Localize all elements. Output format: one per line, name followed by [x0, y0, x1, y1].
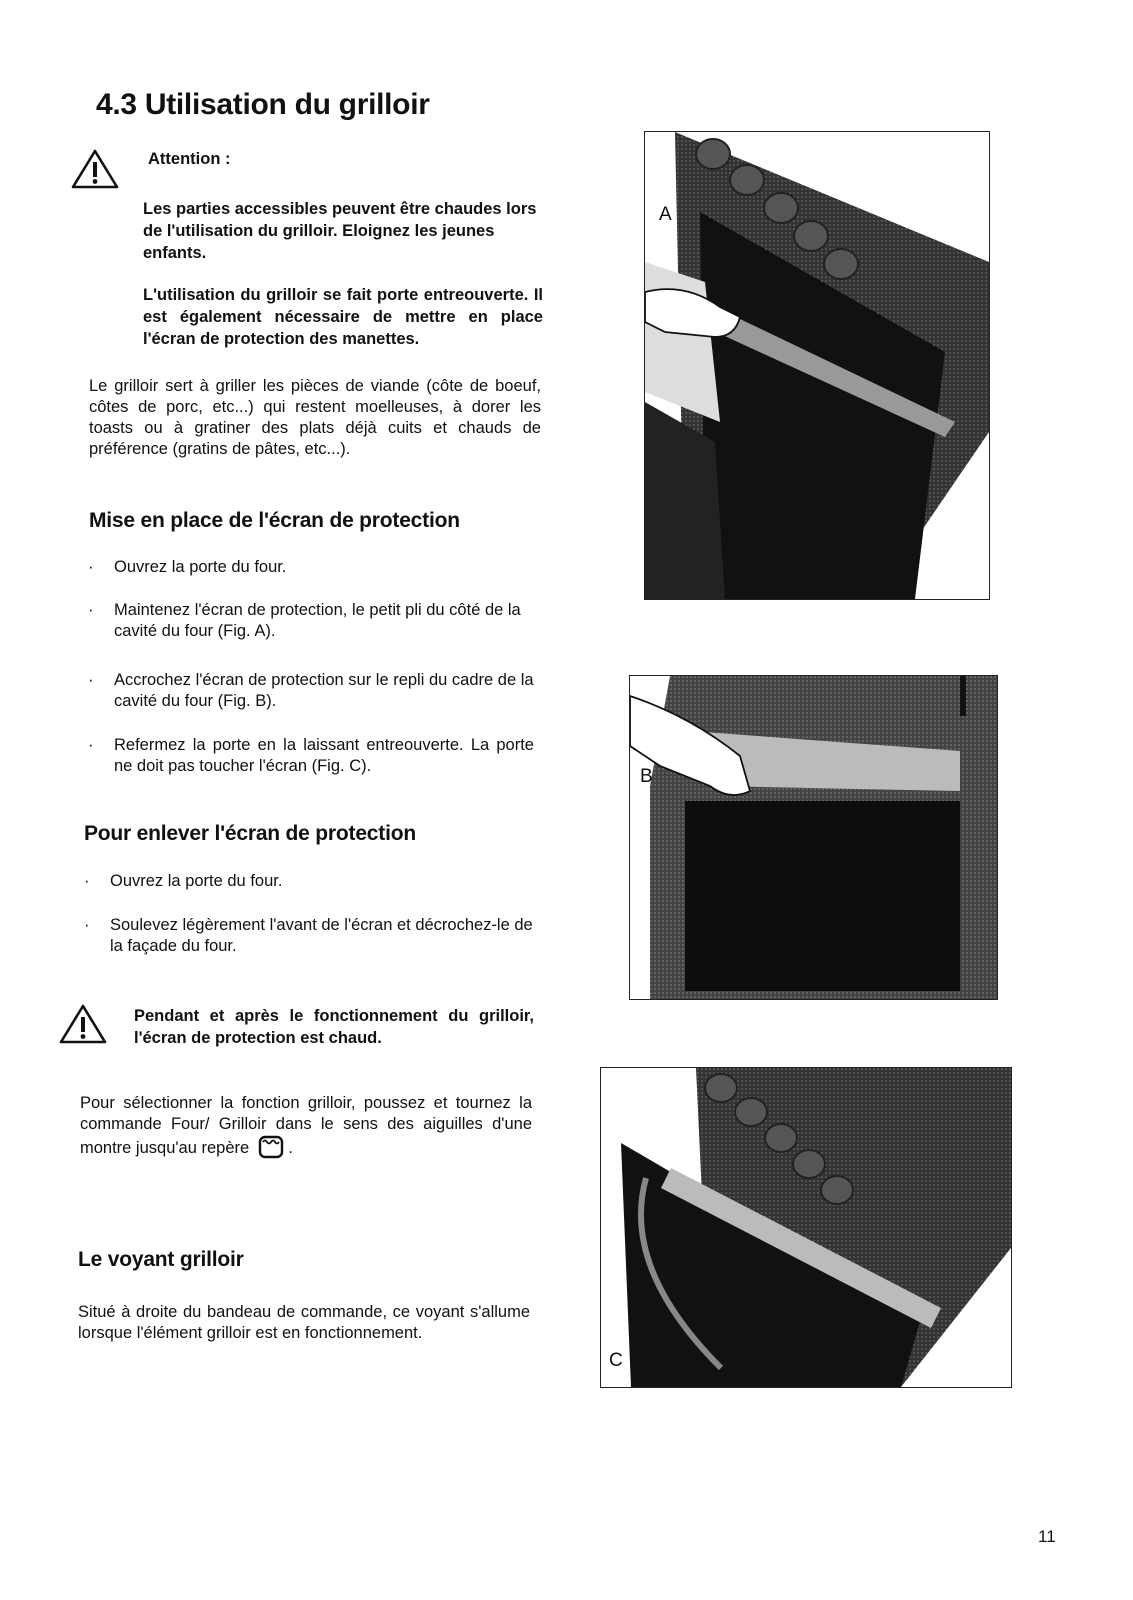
- indicator-text: Situé à droite du bandeau de commande, ce voyant s'allume lorsque l'élément grilloir est en fonctionnement.: [78, 1303, 530, 1342]
- intro-paragraph: Le grilloir sert à griller les pièces de viande (côte de boeuf, côtes de porc, etc...) qui restent moelleuses, à dorer les toasts ou à gratiner des plats déjà cuits et chauds de préférence (gratins de pâtes, etc...).: [89, 377, 541, 458]
- figure-c-label: C: [609, 1350, 623, 1371]
- remove-section-title: Pour enlever l'écran de protection: [84, 822, 416, 845]
- heat-warning-text: Pendant et après le fonctionnement du grilloir, l'écran de protection est chaud.: [134, 1007, 534, 1047]
- warning-triangle-icon: [70, 148, 120, 190]
- page-number: 11: [1038, 1527, 1056, 1546]
- warning-triangle-icon: [58, 1003, 108, 1045]
- attention-label: Attention :: [148, 150, 231, 168]
- oven-illustration-c: [601, 1068, 1011, 1387]
- figure-b-label: B: [640, 766, 653, 787]
- figure-a: [644, 131, 990, 600]
- figure-a-label: A: [659, 204, 672, 225]
- section-title: 4.3 Utilisation du grilloir: [96, 88, 430, 121]
- figure-b: [629, 675, 998, 1000]
- figure-c: [600, 1067, 1012, 1388]
- grill-symbol-icon: [258, 1135, 284, 1159]
- attention-warning-text: Les parties accessibles peuvent être chaudes lors de l'utilisation du grilloir. Eloignez les jeunes enfants.: [143, 200, 537, 262]
- install-section-title: Mise en place de l'écran de protection: [89, 509, 460, 532]
- oven-illustration-a: [645, 132, 989, 599]
- oven-illustration-b: [630, 676, 997, 999]
- indicator-section-title: Le voyant grilloir: [78, 1248, 244, 1271]
- select-paragraph: Pour sélectionner la fonction grilloir, poussez et tournez la commande Four/ Grilloir dans le sens des aiguilles d'une montre jusqu'au repère .: [80, 1094, 532, 1157]
- attention-usage-text: L'utilisation du grilloir se fait porte entreouverte. Il est également nécessaire de mettre en place l'écran de protection des manettes.: [143, 286, 543, 348]
